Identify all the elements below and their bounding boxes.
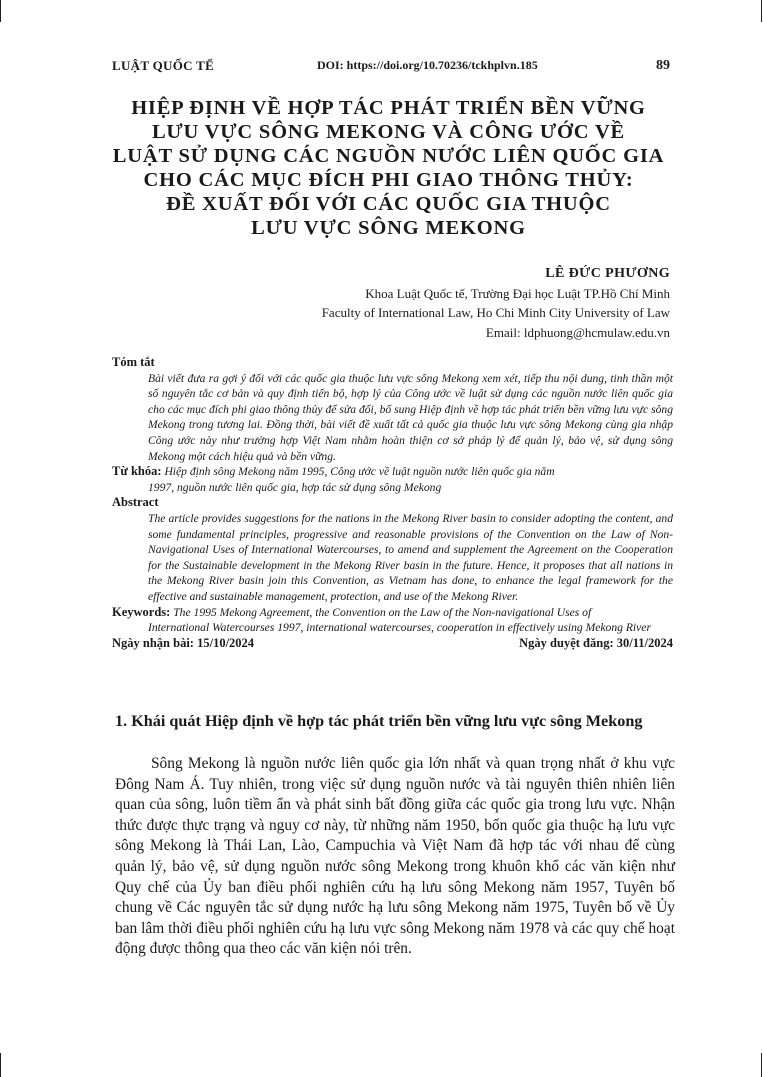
journal-section: LUẬT QUỐC TẾ: [112, 58, 215, 73]
keywords-vi-line1: Hiệp định sông Mekong năm 1995, Công ước về luật nguồn nước liên quốc gia năm: [164, 465, 555, 479]
section-heading: 1. Khái quát Hiệp định về hợp tác phát triển bền vững lưu vực sông Mekong: [115, 712, 643, 730]
article-dates: [112, 636, 673, 654]
title-line: ĐỀ XUẤT ĐỐI VỚI CÁC QUỐC GIA THUỘC: [166, 193, 611, 215]
title-line: LƯU VỰC SÔNG MEKONG VÀ CÔNG ƯỚC VỀ: [151, 121, 626, 143]
date-accepted: Ngày duyệt đăng: 30/11/2024: [519, 635, 673, 650]
keywords-vi-line2: 1997, nguồn nước liên quốc gia, hợp tác sử dụng sông Mekong: [148, 480, 442, 494]
running-header: [112, 58, 670, 78]
keywords-en: [112, 605, 673, 621]
keywords-vi-label: Từ khóa:: [112, 464, 162, 479]
abstract-label: Abstract: [112, 495, 159, 510]
summary-label: Tóm tắt: [112, 355, 155, 369]
body-paragraph: Sông Mekong là nguồn nước liên quốc gia lớn nhất và quan trọng nhất ở khu vực Đông Nam Á. Tuy nhiên, trong việc sử dụng nguồn nước và tài nguyên thiên nhiên liên quan của sông, luôn tiềm ẩn và phát sinh bất đồng giữa các quốc gia trong lưu vực. Nhận thức được thực trạng và nguy cơ này, từ những năm 1950, bốn quốc gia thuộc hạ lưu vực sông Mekong là Thái Lan, Lào, Campuchia và Việt Nam đã hợp tác với nhau để cùng quản lý, bảo vệ, sử dụng nguồn nước sông Mekong trong khuôn khổ các văn kiện như Quy chế của Ủy ban điều phối nghiên cứu hạ lưu sông Mekong năm 1957, Tuyên bố chung về Các nguyên tắc sử dụng nước hạ lưu sông Mekong năm 1975, Tuyên bố về Ủy ban lâm thời điều phối nghiên cứu hạ lưu vực sông Mekong năm 1978 và các quy chế hoạt động được thông qua theo các văn kiện nói trên.: [115, 755, 675, 958]
article-title: [102, 96, 675, 240]
author-affiliation-vi: Khoa Luật Quốc tế, Trường Đại học Luật TP.Hồ Chí Minh: [365, 285, 670, 301]
article-metadata: [112, 355, 673, 654]
keywords-en-label: Keywords:: [112, 604, 171, 619]
body-text: [115, 754, 675, 960]
keywords-en-line2: International Watercourses 1997, international watercourses, cooperation in effectively using Mekong River: [148, 621, 651, 635]
title-line: HIỆP ĐỊNH VỀ HỢP TÁC PHÁT TRIỂN BỀN VỮNG: [131, 97, 646, 119]
author-email[interactable]: Email: ldphuong@hcmulaw.edu.vn: [485, 324, 670, 340]
abstract-text: The article provides suggestions for the nations in the Mekong River basin to consider adopting the content, and some fundamental principles, progressive and reasonable provisions of the Convention on the Law of Non-Navigational Uses of International Watercourses, to amend and supplement the Agreement on the Cooperation for the Sustainable development in the Mekong River basin in the future. Hence, it proposes that all nations in the Mekong River basin join this Convention, as Vietnam has done, to enhance the legal framework for the effective and sustainable management, protection, and use of the Mekong River.: [148, 511, 673, 603]
title-line: CHO CÁC MỤC ĐÍCH PHI GIAO THÔNG THỦY:: [143, 169, 634, 191]
doi-link[interactable]: DOI: https://doi.org/10.70236/tckhplvn.185: [317, 58, 538, 72]
page-number: 89: [656, 58, 670, 73]
title-line: LUẬT SỬ DỤNG CÁC NGUỒN NƯỚC LIÊN QUỐC GIA: [112, 145, 665, 167]
keywords-vi: [112, 464, 673, 480]
crop-mark-top-left: [0, 0, 1, 22]
crop-mark-bottom-right: [761, 1053, 762, 1077]
summary-text: Bài viết đưa ra gợi ý đối với các quốc gia thuộc lưu vực sông Mekong xem xét, tiếp thu nội dung, tinh thần một số nguyên tắc cơ bản và quy định tiến bộ, hợp lý của Công ước về luật sử dụng các nguồn nước liên quốc gia cho các mục đích phi giao thông thủy để sửa đổi, bổ sung Hiệp định về hợp tác phát triển bền vững lưu vực sông Mekong trong tương lai. Đồng thời, bài viết đề xuất tất cả quốc gia thuộc lưu vực sông Mekong cùng gia nhập Công ước này như trường hợp Việt Nam nhằm hoàn thiện cơ sở pháp lý để quản lý, bảo vệ, sử dụng sông Mekong một cách hiệu quả và bền vững.: [148, 371, 673, 463]
title-line: LƯU VỰC SÔNG MEKONG: [251, 217, 526, 239]
crop-mark-bottom-left: [0, 1053, 1, 1077]
author-affiliation-en: Faculty of International Law, Ho Chi Minh City University of Law: [321, 305, 670, 320]
author-block: [322, 264, 670, 342]
author-name: LÊ ĐỨC PHƯƠNG: [545, 266, 670, 281]
keywords-en-line1: The 1995 Mekong Agreement, the Convention on the Law of the Non-navigational Uses of: [173, 605, 592, 619]
date-received: Ngày nhận bài: 15/10/2024: [112, 635, 255, 650]
crop-mark-top-right: [761, 0, 762, 22]
